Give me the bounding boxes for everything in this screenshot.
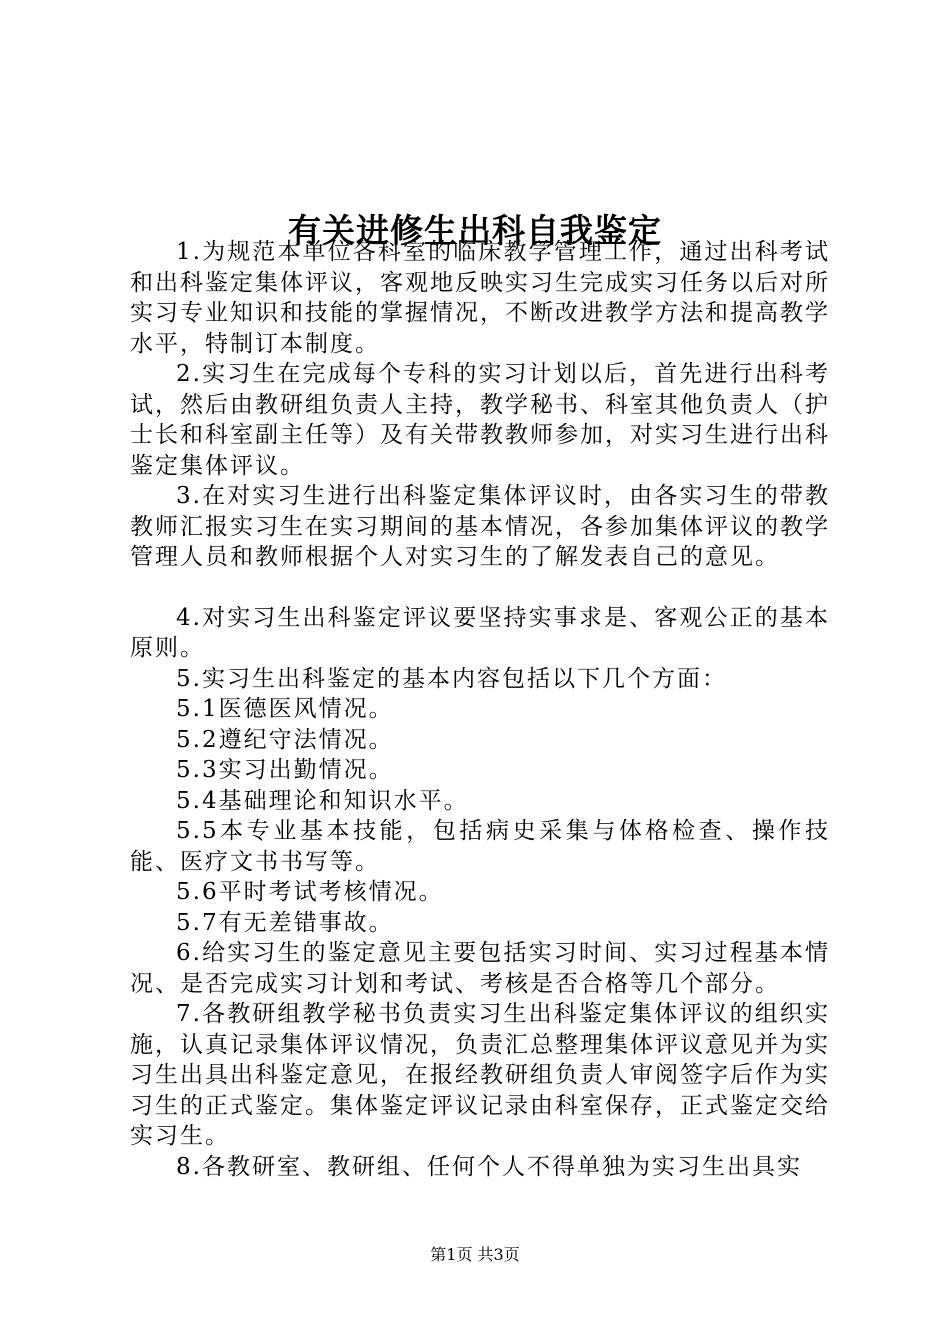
- paragraph-5-3: 5.3实习出勤情况。: [176, 757, 394, 783]
- paragraph-4: 4.对实习生出科鉴定评议要坚持实事求是、客观公正的基本原则。: [130, 604, 830, 661]
- paragraph-8: 8.各教研室、教研组、任何个人不得单独为实习生出具实: [176, 1153, 802, 1180]
- paragraph-2: 2.实习生在完成每个专科的实习计划以后，首先进行出科考试，然后由教研组负责人主持，教学秘书、科室其他负责人（护士长和科室副主任等）及有关带教教师参加，对实习生进行出科鉴定集体评议。: [130, 361, 830, 479]
- paragraph-6: 6.给实习生的鉴定意见主要包括实习时间、实习过程基本情况、是否完成实习计划和考试、考核是否合格等几个部分。: [130, 940, 830, 997]
- paragraph-5-5: 5.5本专业基本技能，包括病史采集与体格检查、操作技能、医疗文书书写等。: [130, 818, 830, 875]
- paragraph-5-7: 5.7有无差错事故。: [176, 909, 394, 936]
- paragraph-5-1: 5.1医德医风情况。: [176, 696, 394, 722]
- paragraph-7: 7.各教研组教学秘书负责实习生出科鉴定集体评议的组织实施，认真记录集体评议情况，负责汇总整理集体评议意见并为实习生出具出科鉴定意见，在报经教研组负责人审阅签字后作为实习生的正式鉴定。集体鉴定评议记录由科室保存，正式鉴定交给实习生。: [130, 1001, 830, 1149]
- paragraph-5-6: 5.6平时考试考核情况。: [176, 879, 444, 905]
- paragraph-1: 1.为规范本单位各科室的临床教学管理工作，通过出科考试和出科鉴定集体评议，客观地反映实习生完成实习任务以后对所实习专业知识和技能的掌握情况，不断改进教学方法和提高教学水平，特制订本制度。: [130, 239, 830, 357]
- document-body: [130, 237, 830, 1182]
- paragraph-5-2: 5.2遵纪守法情况。: [176, 726, 394, 753]
- paragraph-5-4: 5.4基础理论和知识水平。: [176, 787, 469, 814]
- page-footer: 第1页 共3页: [430, 1245, 520, 1264]
- document-title: 有关进修生出科自我鉴定: [288, 211, 662, 251]
- paragraph-5: 5.实习生出科鉴定的基本内容包括以下几个方面：: [176, 665, 727, 692]
- paragraph-3: 3.在对实习生进行出科鉴定集体评议时，由各实习生的带教教师汇报实习生在实习期间的基本情况，各参加集体评议的教学管理人员和教师根据个人对实习生的了解发表自己的意见。: [130, 483, 830, 570]
